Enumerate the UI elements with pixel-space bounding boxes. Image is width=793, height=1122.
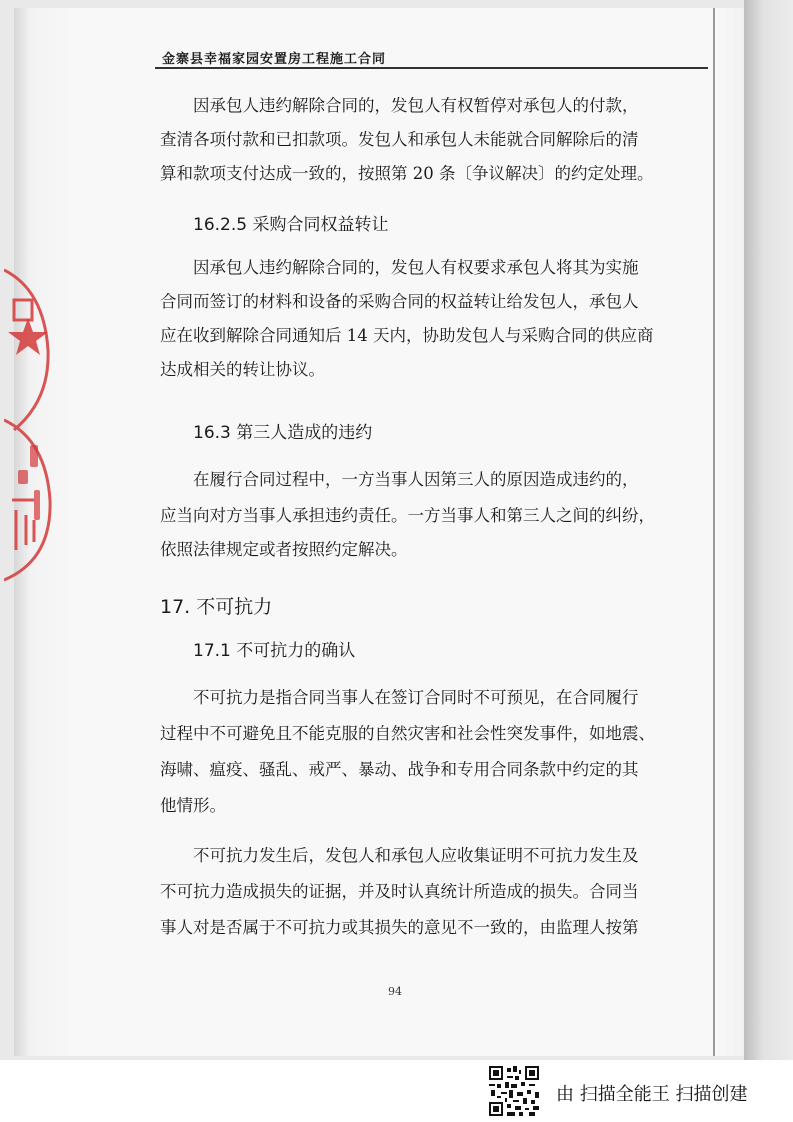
page-number: 94 — [388, 985, 402, 998]
body-line: 算和款项支付达成一致的，按照第 20 条〔争议解决〕的约定处理。 — [160, 164, 654, 183]
red-seal-stamp — [4, 260, 56, 590]
body-line: 合同而签订的材料和设备的采购合同的权益转让给发包人，承包人 — [160, 292, 639, 311]
body-line: 因承包人违约解除合同的，发包人有权要求承包人将其为实施 — [193, 258, 639, 277]
body-line: 事人对是否属于不可抗力或其损失的意见不一致的，由监理人按第 — [160, 918, 639, 937]
body-line: 他情形。 — [160, 796, 226, 815]
body-line: 不可抗力造成损失的证据，并及时认真统计所造成的损失。合同当 — [160, 882, 639, 901]
section-heading: 16.3 第三人造成的违约 — [193, 423, 373, 443]
scanner-watermark-label: 由 扫描全能王 扫描创建 — [556, 1084, 748, 1105]
body-line: 达成相关的转让协议。 — [160, 360, 325, 379]
section-heading: 16.2.5 采购合同权益转让 — [193, 215, 389, 235]
body-line: 应在收到解除合同通知后 14 天内，协助发包人与采购合同的供应商 — [160, 326, 654, 345]
running-header: 金寨县幸福家园安置房工程施工合同 — [162, 52, 387, 67]
body-line: 海啸、瘟疫、骚乱、戒严、暴动、战争和专用合同条款中约定的其 — [160, 760, 639, 779]
qr-code-icon[interactable] — [489, 1066, 539, 1116]
chapter-heading: 17. 不可抗力 — [160, 596, 273, 618]
header-rule — [155, 67, 708, 69]
body-line: 应当向对方当事人承担违约责任。一方当事人和第三人之间的纠纷， — [160, 506, 655, 525]
body-line: 在履行合同过程中，一方当事人因第三人的原因造成违约的， — [193, 470, 639, 489]
body-line: 查清各项付款和已扣款项。发包人和承包人未能就合同解除后的清 — [160, 130, 639, 149]
body-line: 不可抗力是指合同当事人在签订合同时不可预见，在合同履行 — [193, 688, 639, 707]
body-line: 因承包人违约解除合同的，发包人有权暂停对承包人的付款， — [193, 96, 639, 115]
binding-edge — [744, 0, 793, 1060]
body-line: 过程中不可避免且不能克服的自然灾害和社会性突发事件，如地震、 — [160, 724, 655, 743]
body-line: 不可抗力发生后，发包人和承包人应收集证明不可抗力发生及 — [193, 846, 639, 865]
section-heading: 17.1 不可抗力的确认 — [193, 641, 356, 661]
body-line: 依照法律规定或者按照约定解决。 — [160, 540, 408, 559]
